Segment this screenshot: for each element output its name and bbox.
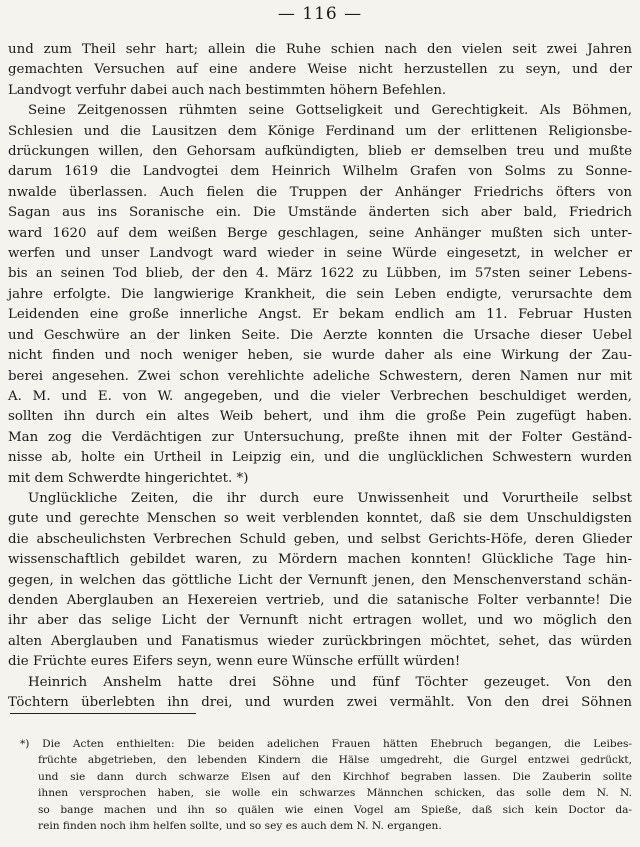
text-line: Man zog die Verdächtigen zur Untersuchung, preßte ihnen mit der Folter Geständ-	[8, 429, 632, 445]
text-line: alten Aberglauben und Fanatismus wieder zurückbringen möchtet, sehet, das würden	[8, 633, 632, 649]
footnote-line: und sie dann durch schwarze Elsen auf den Kirchhof begraben lassen. Die Zauberin sollte	[38, 770, 632, 783]
text-line: Schlesien und die Lausitzen dem Könige Ferdinand um der erlittenen Religionsbe-	[8, 123, 632, 139]
text-line: berei angesehen. Zwei schon verehlichte adeliche Schwestern, deren Namen nur mit	[8, 368, 632, 384]
text-line: die Früchte eures Eifers seyn, wenn eure Wünsche erfüllt würden!	[8, 654, 461, 670]
footnote	[20, 736, 632, 834]
footnote-line: *) Die Acten enthielten: Die beiden adelichen Frauen hätten Ehebruch begangen, die Leibes-	[20, 738, 632, 750]
text-line: Landvogt verfuhr dabei auch nach bestimmten höhern Befehlen.	[8, 82, 447, 98]
text-line: denden Aberglauben an Hexereien vertrieb, und die satanische Folter verbannte! Die	[8, 592, 632, 608]
text-line: gute und gerechte Menschen so weit verblenden konntet, daß sie dem Unschuldigsten	[8, 511, 632, 527]
text-line: ihr aber das selige Licht der Vernunft nicht ertragen wollet, und wo möglich den	[8, 613, 632, 629]
footnote-line: so bange machen und ihn so quälen wie einen Vogel am Spieße, daß sich kein Doctor da-	[38, 803, 632, 816]
page-number: — 116 —	[277, 4, 363, 24]
text-line: gegen, in welchen das göttliche Licht der Vernunft jenen, den Menschenverstand schän-	[8, 572, 632, 588]
text-line: nicht finden und noch weniger heben, sie wurde daher als eine Wirkung der Zau-	[8, 348, 632, 364]
text-line: die abscheulichsten Verbrechen Schuld geben, und selbst Gerichts-Höfe, deren Glieder	[8, 531, 632, 547]
text-line: nwalde überlassen. Auch fielen die Truppen der Anhänger Friedrichs öfters von	[8, 184, 632, 200]
text-line: werfen und unser Landvogt ward wieder in seine Würde eingesetzt, in welcher er	[8, 246, 632, 262]
text-line: A. M. und E. von W. angegeben, und die vieler Verbrechen beschuldiget werden,	[8, 388, 632, 404]
footnote-line: ihnen versprochen haben, sie wolle ein schwarzes Männchen schicken, das solle dem N. N.	[38, 787, 632, 800]
text-line: wissenschaftlich gebildet waren, zu Mördern machen konnten! Glückliche Tage hin-	[8, 552, 632, 568]
text-line: und Geschwüre an der linken Seite. Die Aerzte konnten die Ursache dieser Uebel	[8, 327, 632, 343]
footnote-divider	[10, 713, 196, 714]
footnote-line: rein finden noch ihm helfen sollte, und so sey es auch dem N. N. ergangen.	[38, 820, 442, 833]
text-line: sollten ihn durch ein altes Weib behert, und ihm die große Pein zugefügt haben.	[8, 409, 632, 425]
text-line: Unglückliche Zeiten, die ihr durch eure Unwissenheit und Vorurtheile selbst	[28, 490, 632, 506]
text-line: drückungen willen, den Gehorsam aufkündigten, blieb er demselben treu und mußte	[8, 144, 632, 160]
body-text	[8, 40, 632, 713]
text-line: mit dem Schwerdte hingerichtet. *)	[8, 470, 249, 486]
text-line: Töchtern überlebten ihn drei, und wurden zwei vermählt. Von den drei Söhnen	[8, 695, 632, 710]
footnote-line: früchte abgetrieben, den lebenden Kindern die Hälse umgedreht, die Gurgel entzwei gedrückt,	[38, 754, 632, 767]
text-line: ward 1620 auf dem weißen Berge geschlagen, seine Anhänger mußten sich unter-	[8, 225, 632, 241]
text-line: jahre erfolgte. Die langwierige Krankheit, die sein Leben endigte, verursachte dem	[8, 286, 632, 302]
text-line: Leidenden eine große innerliche Angst. Er bekam endlich am 11. Februar Husten	[8, 307, 632, 323]
text-line: gemachten Versuchen auf eine andere Weise nicht herzustellen zu seyn, und der	[8, 62, 632, 78]
text-line: Sagan aus ins Soranische ein. Die Umstände änderten sich aber bald, Friedrich	[8, 205, 632, 221]
text-line: darum 1619 die Landvogtei dem Heinrich Wilhelm Grafen von Solms zu Sonne-	[8, 164, 632, 180]
text-line: bis an seinen Tod blieb, der den 4. März 1622 zu Lübben, im 57sten seiner Lebens-	[8, 266, 632, 282]
text-line: nisse ab, holte ein Urtheil in Leipzig ein, und die unglücklichen Schwestern wurden	[8, 450, 632, 466]
text-line: Seine Zeitgenossen rühmten seine Gottseligkeit und Gerechtigkeit. Als Böhmen,	[28, 103, 632, 119]
text-line: und zum Theil sehr hart; allein die Ruhe schien nach den vielen seit zwei Jahren	[8, 42, 632, 57]
text-line: Heinrich Anshelm hatte drei Söhne und fünf Töchter gezeuget. Von den	[28, 674, 632, 690]
